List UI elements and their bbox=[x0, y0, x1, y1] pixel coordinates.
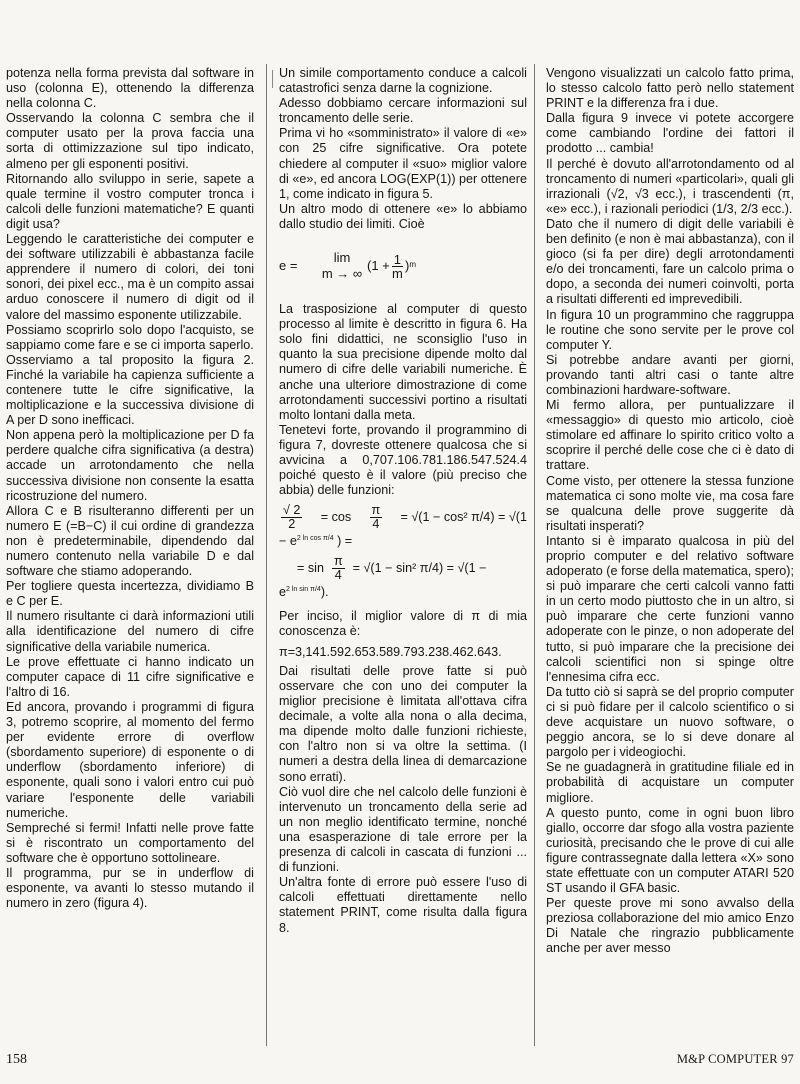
trig-formula-1 bbox=[279, 504, 527, 600]
fraction-denominator: 2 bbox=[288, 517, 296, 532]
formula-text: e bbox=[279, 585, 287, 600]
expr-exponent: m bbox=[409, 259, 417, 269]
paragraph: Un simile comportamento conduce a calcoli catastrofici senza darne la cognizione. bbox=[279, 66, 527, 96]
pi-value: π=3,141.592.653.589.793.238.462.643. bbox=[279, 644, 502, 659]
limit-subscript: m → ∞ bbox=[321, 266, 363, 282]
expr-open: (1 + bbox=[367, 258, 390, 274]
formula-text: − e bbox=[279, 534, 297, 549]
formula-continuation bbox=[279, 582, 527, 600]
paragraph: Per inciso, il miglior valore di π di mia conoscenza è: bbox=[279, 608, 527, 638]
magazine-title: M&P COMPUTER 97 bbox=[676, 1052, 794, 1066]
paragraph: Osservando la colonna C sembra che il computer usato per la prova faccia una sorta di ottimizzazione sul tipo indicato, almeno per gli esponenti positivi. bbox=[6, 111, 254, 171]
fraction-denominator: 4 bbox=[334, 568, 342, 583]
formula-exponent: 2 ln sin π/4 bbox=[286, 586, 321, 594]
paragraph: Per togliere questa incertezza, dividiamo B e C per E. bbox=[6, 579, 254, 609]
paragraph: Le prove effettuate ci hanno indicato un computer capace di 11 cifre significative e l'altro di 16. bbox=[6, 654, 254, 699]
paragraph: Dalla figura 9 invece vi potete accorgere come cambiando l'ordine dei fattori il prodotto ... cambia! bbox=[546, 111, 794, 156]
page-number: 158 bbox=[6, 1052, 27, 1067]
formula-lhs: e = bbox=[279, 258, 298, 274]
paragraph: Vengono visualizzati un calcolo fatto prima, lo stesso calcolo fatto però nello statement PRINT e la differenza fra i due. bbox=[546, 66, 794, 111]
paragraph: Il programma, pur se in underflow di esponente, va avanti lo stesso mutando il numero in zero (figura 4). bbox=[6, 865, 254, 911]
paragraph: Intanto si è imparato qualcosa in più del proprio computer e del relativo software adoperato (e forse della matematica, spero); si può imparare che certi calcoli vanno fatti in un certo modo piuttosto che in un altro, si può imparare che certe funzioni vanno adoperate con le pinze, o non adoperate del tutto, si può imparare che la precisione dei calcoli scientifici non si spinge oltre l'ennesima cifra ecc. bbox=[546, 533, 794, 684]
paragraph: potenza nella forma prevista dal software in uso (colonna E), ottenendo la differenza nella colonna C. bbox=[6, 66, 254, 111]
formula-text: = cos bbox=[320, 510, 352, 525]
text-column-2 bbox=[279, 66, 527, 1051]
paragraph: Il numero risultante ci darà informazioni utili alla identificazione del numero di cifre significative della variabile numerica. bbox=[6, 609, 254, 654]
column-divider-2 bbox=[534, 64, 535, 1046]
paragraph: Si potrebbe andare avanti per giorni, provando tanti altri casi o tante altre combinazioni hardware-software. bbox=[546, 352, 794, 397]
formula-row bbox=[297, 555, 527, 582]
limit-label: lim bbox=[333, 250, 351, 266]
fraction-denominator: 4 bbox=[372, 517, 380, 532]
paragraph: Il perché è dovuto all'arrotondamento od al troncamento di numeri «particolari», quali gli irrazionali (√2, √3 ecc.), i trascendenti (π, «e» ecc.), i razionali periodici (1/3, 2/3 ecc.). bbox=[546, 156, 794, 216]
fraction-numerator: π bbox=[333, 554, 343, 569]
paragraph: In figura 10 un programmino che raggruppa le routine che sono servite per le prove col computer Y. bbox=[546, 307, 794, 352]
paragraph: Ed ancora, provando i programmi di figura 3, potremo scoprire, al momento del fermo per evidente errore di overflow (sbordamento superiore) di esponente o di underflow (sbordamento inferiore) di esponente, quali sono i valori entro cui può variare l'esponente delle variabili numeriche. bbox=[6, 699, 254, 820]
paragraph: Sempreché si fermi! Infatti nelle prove fatte si è riscontrato un comportamento del software che è opportuno sottolineare. bbox=[6, 820, 254, 865]
formula-text: = √(1 − sin² π/4) = √(1 − bbox=[352, 561, 487, 576]
paragraph: Mi fermo allora, per puntualizzare il «messaggio» di questo mio articolo, cioè stimolare ed affinare lo spirito critico volto a scoprire il perché delle cose che ci è dato di trattare. bbox=[546, 398, 794, 473]
paragraph: Adesso dobbiamo cercare informazioni sul troncamento delle serie. bbox=[279, 96, 527, 126]
fraction-numerator: 1 bbox=[393, 251, 401, 267]
limit-formula bbox=[279, 236, 527, 296]
fraction-numerator: √ 2 bbox=[283, 503, 301, 518]
fraction bbox=[370, 504, 383, 531]
paragraph: Leggendo le caratteristiche dei computer e dei software utilizzabili è abbastanza facile apprendere il numero di colori, dei toni sonori, dei pixel ecc., ma è un compito assai arduo conoscere il numero di digit od il valore del massimo esponente utilizzabile. bbox=[6, 232, 254, 322]
fraction bbox=[332, 555, 345, 582]
formula-text: ). bbox=[320, 585, 329, 600]
formula-text: = √(1 − cos² π/4) = √(1 bbox=[400, 510, 527, 525]
paragraph: Prima vi ho «somministrato» il valore di «e» con 25 cifre significative. Ora potete chiedere al computer il «suo» miglior valore di «e», ed ancora LOG(EXP(1)) per ottenere 1, come indicato in figura 5. bbox=[279, 126, 527, 201]
formula-text: ) = bbox=[337, 534, 353, 549]
limit-operator bbox=[317, 250, 367, 282]
formula-text: = sin bbox=[297, 561, 324, 576]
paragraph: Osserviamo a tal proposito la figura 2. Finché la variabile ha capienza sufficiente a contenere tutte le cifre significative, la moltiplicazione e la successiva divisione di A per D sono inefficaci. bbox=[6, 352, 254, 428]
paragraph: Per queste prove mi sono avvalso della preziosa collaborazione del mio amico Enzo Di Natale che ringrazio pubblicamente anche per aver messo bbox=[546, 896, 794, 956]
paragraph: Dai risultati delle prove fatte si può osservare che con uno dei computer la miglior precisione è limitata all'ottava cifra decimale, a volte alla nona o alla decima, ma dipende molto dalle funzioni richieste, con l'altro non si va oltre la settima. (I numeri a destra della linea di demarcazione sono errati). bbox=[279, 663, 527, 784]
paragraph: Se ne guadagnerà in gratitudine filiale ed in probabilità di acquistare un computer migliore. bbox=[546, 760, 794, 805]
paragraph: A questo punto, come in ogni buon libro giallo, occorre dar sfogo alla vostra paziente curiosità, precisando che le prove di cui alle figure contrassegnate dalla lettera «X» sono state effettuate con un computer ATARI 520 ST usando il GFA basic. bbox=[546, 805, 794, 896]
paragraph: Un altro modo di ottenere «e» lo abbiamo dallo studio dei limiti. Cioè bbox=[279, 201, 527, 231]
text-column-3 bbox=[546, 66, 794, 1051]
formula-exponent: 2 ln cos π/4 bbox=[296, 535, 334, 543]
paragraph: Dato che il numero di digit delle variabili è ben definito (e non è mai abbastanza), con il gioco (si fa per dire) degli arrotondamenti e/o dei troncamenti, fare un calcolo prima o dopo, a seconda dei numeri coinvolti, porta a risultati differenti ed imprevedibili. bbox=[546, 216, 794, 307]
paragraph: Allora C e B risulteranno differenti per un numero E (=B−C) il cui ordine di grandezza non è predeterminabile, dipendendo dal numero contenuto nella variabile D e dal software che stiamo adoperando. bbox=[6, 503, 254, 579]
fraction-numerator: π bbox=[371, 503, 381, 518]
fraction bbox=[392, 253, 403, 280]
column-divider-1 bbox=[266, 64, 267, 1046]
paragraph: Come visto, per ottenere la stessa funzione matematica ci sono molte vie, ma cosa fare se qualcuna delle prove suggerite dà risultati insperati? bbox=[546, 473, 794, 533]
paragraph: Possiamo scoprirlo solo dopo l'acquisto, se sappiamo come fare e se ci importa saperlo. bbox=[6, 322, 254, 352]
paragraph: Da tutto ciò si saprà se del proprio computer ci si può fidare per il calcolo scientifico o si deve acquistare un nuovo software, o peggio ancora, se lo si deve donare al pargolo per i videogiochi. bbox=[546, 684, 794, 760]
formula-continuation bbox=[279, 531, 527, 549]
fraction bbox=[281, 504, 302, 531]
paragraph: La trasposizione al computer di questo processo al limite è descritto in figura 6. Ha solo fini didattici, ne sconsiglio l'uso in quanto la sua precisione dipende molto dal numero di cifre delle variabili numeriche. È anche una ulteriore dimostrazione di come arrotondamenti successivi portino a risultati molto lontani dalla meta. bbox=[279, 302, 527, 422]
expr-close: ) bbox=[405, 258, 410, 274]
fraction-denominator: m bbox=[391, 265, 403, 281]
paragraph: Tenetevi forte, provando il programmino di figura 7, dovreste ottenere qualcosa che si avvicina a 0,707.106.781.186.547.524.4 poiché questo è il valore (più preciso che abbia) delle funzioni: bbox=[279, 422, 527, 498]
limit-expression bbox=[367, 253, 416, 280]
paragraph: Ritornando allo sviluppo in serie, sapete a quale termine il vostro computer tronca i calcoli delle funzioni matematiche? E quanti digit usa? bbox=[6, 171, 254, 231]
text-column-1 bbox=[6, 66, 254, 1051]
paragraph: Non appena però la moltiplicazione per D fa perdere qualche cifra significativa (a destra) accade un arrotondamento che nella successiva divisione non consente la esatta ricostruzione del numero. bbox=[6, 428, 254, 503]
paragraph: Ciò vuol dire che nel calcolo delle funzioni è intervenuto un troncamento della serie ad un non meglio identificato termine, nonché una esasperazione di tale errore per la presenza di calcoli in cascata di funzioni ... di funzioni. bbox=[279, 784, 527, 875]
column-mark bbox=[272, 70, 273, 88]
paragraph: Un'altra fonte di errore può essere l'uso di calcoli effettuati direttamente nello statement PRINT, come risulta dalla figura 8. bbox=[279, 875, 527, 935]
formula-row bbox=[279, 504, 527, 531]
